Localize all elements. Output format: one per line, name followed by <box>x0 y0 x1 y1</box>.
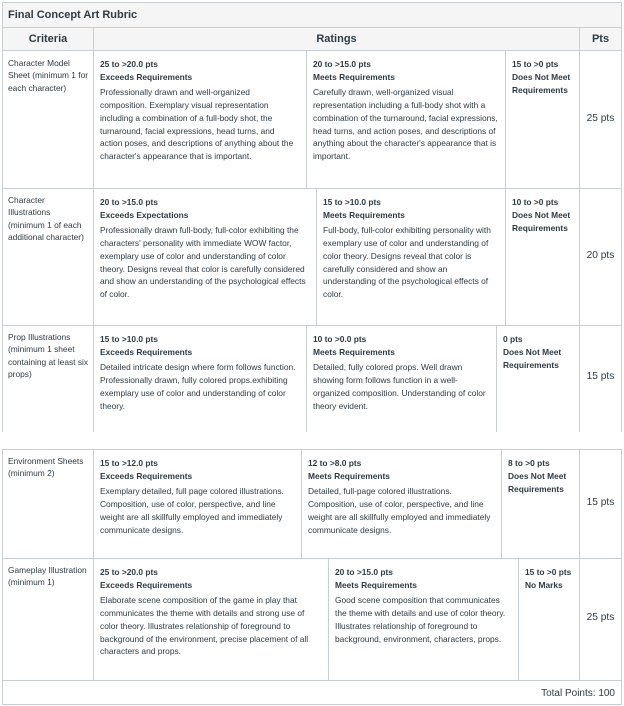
rating-cell <box>501 452 579 496</box>
rating-points: 15 to >10.0 pts <box>323 197 381 207</box>
rating-points: 20 to >15.0 pts <box>335 567 393 577</box>
criterion-points: 25 pts <box>586 612 615 623</box>
rating-level: Meets Requirements <box>323 209 405 220</box>
rating-cell <box>496 328 579 372</box>
rating-level: Does Not Meet Requirements <box>512 209 571 233</box>
rating-level: Meets Requirements <box>313 346 395 357</box>
rating-cell <box>93 191 316 301</box>
ratings-header: Ratings <box>93 27 580 51</box>
rubric-title: Final Concept Art Rubric <box>2 2 622 27</box>
criterion-points: 20 pts <box>586 250 615 261</box>
rating-cell <box>93 561 328 658</box>
rating-level: Does Not Meet Requirements <box>512 71 571 95</box>
rating-description: Professionally drawn full-body, full-color exhibiting the characters' personality with immediate WOW factor, exemplary use of color and understanding of color theory. Designs reveal that color is carefully considered and show an understanding of the psychological effects of color. <box>100 224 306 300</box>
rating-points: 15 to >0 pts <box>525 567 572 577</box>
rating-level: Exceeds Expectations <box>100 209 189 220</box>
criterion-cell: Character Model Sheet (minimum 1 for each character) <box>8 58 89 93</box>
rating-level: No Marks <box>525 579 563 590</box>
criterion-cell: Character Illustrations (minimum 1 of each additional character) <box>8 195 84 242</box>
rating-points: 25 to >20.0 pts <box>100 59 158 69</box>
rating-level: Meets Requirements <box>308 470 390 481</box>
rating-points: 20 to >15.0 pts <box>100 197 158 207</box>
rating-cell <box>505 191 579 235</box>
rating-points: 25 to >20.0 pts <box>100 567 158 577</box>
total-points: Total Points: 100 <box>2 680 622 705</box>
criterion-points: 25 pts <box>586 113 615 124</box>
rating-cell <box>505 53 579 97</box>
rating-cell <box>306 328 496 412</box>
rating-description: Elaborate scene composition of the game in play that communicates the theme with details and strong use of color theory. Illustrates relationship of foreground to background of the environment, precise placement of all characters and props. <box>100 594 309 657</box>
rating-cell <box>306 53 505 163</box>
rating-points: 15 to >0 pts <box>512 59 559 69</box>
rating-points: 10 to >0.0 pts <box>313 334 367 344</box>
rating-points: 20 to >15.0 pts <box>313 59 371 69</box>
rating-points: 0 pts <box>503 334 523 344</box>
rating-description: Good scene composition that communicates the theme with details and use of color theory. Illustrates relationship of foreground to background, environment, characters, props. <box>335 594 506 644</box>
rating-level: Does Not Meet Requirements <box>508 470 567 494</box>
criteria-header: Criteria <box>2 27 94 51</box>
rating-cell <box>518 561 579 592</box>
rating-cell <box>93 328 306 412</box>
rating-level: Exceeds Requirements <box>100 346 193 357</box>
rating-points: 8 to >0 pts <box>508 458 550 468</box>
rating-points: 15 to >10.0 pts <box>100 334 158 344</box>
rating-cell <box>93 452 301 536</box>
rating-level: Meets Requirements <box>335 579 417 590</box>
rating-cell <box>316 191 505 301</box>
rating-level: Meets Requirements <box>313 71 395 82</box>
rating-cell <box>301 452 501 536</box>
criterion-points: 15 pts <box>586 371 615 382</box>
criterion-points: 15 pts <box>586 497 615 508</box>
rating-points: 12 to >8.0 pts <box>308 458 362 468</box>
rating-level: Exceeds Requirements <box>100 470 193 481</box>
rating-description: Full-body, full-color exhibiting personality with exemplary use of color and understanding of color theory. Designs reveal that color is carefully considered and show an understanding of the psychological effects of color. <box>323 224 491 300</box>
rating-points: 15 to >12.0 pts <box>100 458 158 468</box>
criterion-cell: Prop Illustrations (minimum 1 sheet containing at least six props) <box>8 332 89 379</box>
pts-header: Pts <box>579 27 622 51</box>
rating-cell <box>328 561 518 645</box>
rating-description: Carefully drawn, well-organized visual representation including a full-body shot with a combination of the turnaround, facial expressions, head turns, and action poses, and descriptions of anything about the character's appearance that is important. <box>313 86 498 162</box>
rating-description: Detailed intricate design where form follows function. Professionally drawn, fully colored props.exhibiting exemplary use of color and understanding of color theory. <box>100 361 296 411</box>
criterion-cell: Gameplay Illustration (minimum 1) <box>8 565 87 588</box>
criterion-cell: Environment Sheets (minimum 2) <box>8 456 84 479</box>
rating-description: Professionally drawn and well-organized composition. Exemplary visual representation including a combination of a full-body shot, the turnaround, facial expressions, head turns, and action poses, and descriptions of anything about the character's appearance that is important. <box>100 86 294 162</box>
rating-points: 10 to >0 pts <box>512 197 559 207</box>
rating-description: Detailed, full-page colored illustrations. Composition, use of color, perspective, and line weight are all skillfully employed and immediately communicate designs. <box>308 485 491 535</box>
rating-description: Detailed, fully colored props. Well drawn showing form follows function in a well-organized composition. Understanding of color theory evident. <box>313 361 486 411</box>
rating-level: Exceeds Requirements <box>100 579 193 590</box>
rating-level: Does Not Meet Requirements <box>503 346 562 370</box>
rating-level: Exceeds Requirements <box>100 71 193 82</box>
rubric-table <box>2 2 622 705</box>
rating-cell <box>93 53 306 163</box>
rating-description: Exemplary detailed, full page colored illustrations. Composition, use of color, perspective, and line weight are all skillfully employed and immediately communicate designs. <box>100 485 284 535</box>
